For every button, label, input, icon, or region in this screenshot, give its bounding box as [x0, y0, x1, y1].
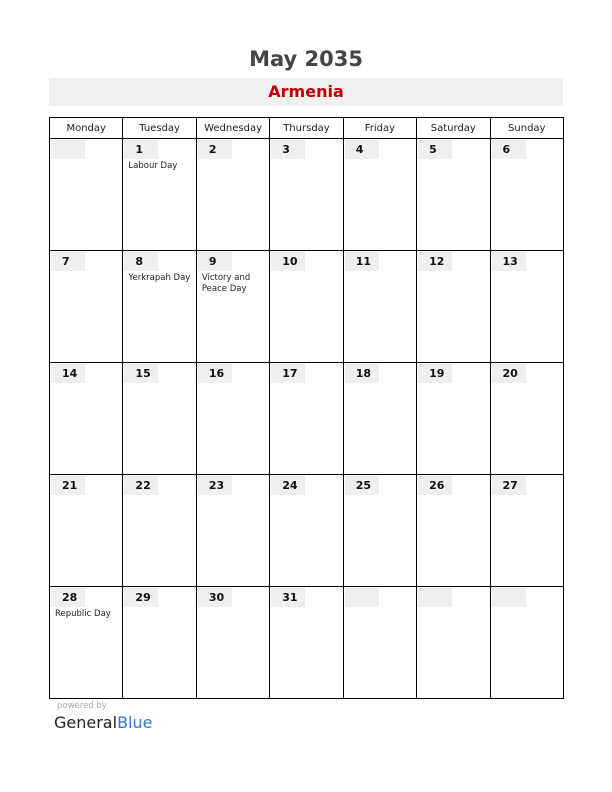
calendar-day-cell — [490, 139, 563, 251]
day-number: 8 — [135, 255, 144, 268]
weekday-wednesday: Wednesday — [196, 118, 269, 139]
day-number-badge — [271, 364, 305, 383]
day-number: 11 — [355, 255, 371, 268]
brand-general: General — [54, 713, 118, 732]
holiday-label: Victory and Peace Day — [201, 273, 251, 294]
weekday-friday: Friday — [343, 118, 416, 139]
country-name: Armenia — [49, 78, 563, 106]
day-number: 22 — [135, 479, 151, 492]
day-number: 17 — [282, 367, 298, 380]
day-number: 25 — [355, 479, 371, 492]
day-number-badge — [51, 364, 85, 383]
day-number-badge — [198, 364, 232, 383]
day-number-badge — [51, 476, 85, 495]
calendar-day-cell — [123, 363, 196, 475]
day-number: 3 — [282, 143, 290, 156]
calendar-day-cell — [50, 587, 123, 699]
holiday-label: Yerkrapah Day — [128, 273, 191, 283]
calendar-week-row — [50, 587, 564, 699]
calendar-day-cell — [123, 587, 196, 699]
calendar-day-cell — [417, 139, 490, 251]
day-number-badge — [124, 588, 158, 607]
day-number: 28 — [62, 591, 78, 604]
brand-blue: Blue — [117, 713, 153, 732]
weekday-header-row — [50, 118, 564, 139]
day-number-badge — [198, 140, 232, 159]
day-number: 7 — [62, 255, 70, 268]
day-number-badge — [345, 588, 379, 607]
calendar-day-cell — [490, 251, 563, 363]
day-number-badge — [51, 252, 85, 271]
day-number-badge — [51, 140, 85, 159]
day-number-badge — [492, 588, 526, 607]
day-number: 20 — [502, 367, 518, 380]
calendar-title: May 2035 — [249, 47, 363, 71]
day-number: 30 — [208, 591, 225, 604]
day-number-badge — [271, 252, 305, 271]
day-number: 14 — [62, 367, 78, 380]
calendar-day-cell — [196, 475, 269, 587]
day-number-badge — [345, 140, 379, 159]
calendar-day-cell — [196, 363, 269, 475]
weekday-saturday: Saturday — [417, 118, 490, 139]
day-number-badge — [345, 252, 379, 271]
calendar-day-cell — [123, 475, 196, 587]
day-number: 12 — [429, 255, 445, 268]
calendar-day-cell — [196, 251, 269, 363]
day-number-badge — [418, 252, 452, 271]
day-number: 24 — [282, 479, 298, 492]
calendar-day-cell — [123, 139, 196, 251]
day-number: 21 — [62, 479, 78, 492]
day-number-badge — [492, 252, 526, 271]
calendar-day-cell — [270, 251, 343, 363]
day-number: 19 — [429, 367, 445, 380]
day-number-badge — [345, 364, 379, 383]
calendar-week-row — [50, 475, 564, 587]
day-number: 4 — [355, 143, 364, 156]
holiday-label: Republic Day — [55, 609, 111, 619]
day-number-badge — [198, 588, 232, 607]
day-number-badge — [124, 476, 158, 495]
calendar-week-row — [50, 139, 564, 251]
holiday-label: Labour Day — [128, 161, 178, 171]
day-number-badge — [124, 364, 158, 383]
day-number: 15 — [135, 367, 151, 380]
calendar-day-cell — [196, 139, 269, 251]
calendar-grid — [49, 117, 564, 699]
day-number-badge — [271, 588, 305, 607]
day-number-badge — [124, 140, 158, 159]
generalblue-logo[interactable] — [54, 713, 152, 732]
calendar-day-cell — [270, 139, 343, 251]
calendar-day-cell — [417, 363, 490, 475]
calendar-day-cell — [417, 475, 490, 587]
day-number-badge — [418, 364, 452, 383]
calendar-day-cell — [343, 475, 416, 587]
calendar-week-row — [50, 363, 564, 475]
day-number: 16 — [208, 367, 225, 380]
calendar-day-cell — [343, 139, 416, 251]
calendar-day-cell — [343, 251, 416, 363]
day-number: 18 — [355, 367, 371, 380]
day-number-badge — [345, 476, 379, 495]
day-number: 31 — [282, 591, 298, 604]
calendar-week-row — [50, 251, 564, 363]
day-number-badge — [198, 252, 232, 271]
calendar-day-cell — [50, 363, 123, 475]
day-number-badge — [271, 140, 305, 159]
calendar-day-cell — [343, 587, 416, 699]
calendar-day-cell — [417, 251, 490, 363]
calendar-day-cell — [50, 475, 123, 587]
day-number: 10 — [282, 255, 298, 268]
day-number: 5 — [429, 143, 437, 156]
day-number: 1 — [135, 143, 144, 156]
calendar-day-cell — [50, 139, 123, 251]
calendar-day-cell — [270, 587, 343, 699]
calendar-day-cell — [196, 587, 269, 699]
calendar-day-cell — [270, 363, 343, 475]
weekday-sunday: Sunday — [490, 118, 563, 139]
calendar-day-cell — [490, 587, 563, 699]
calendar-day-cell — [417, 587, 490, 699]
day-number-badge — [198, 476, 232, 495]
day-number-badge — [492, 476, 526, 495]
calendar-day-cell — [123, 251, 196, 363]
day-number: 23 — [208, 479, 225, 492]
calendar-day-cell — [343, 363, 416, 475]
day-number-badge — [418, 476, 452, 495]
day-number: 27 — [502, 479, 518, 492]
day-number-badge — [492, 364, 526, 383]
powered-by-text: powered by — [57, 701, 107, 711]
weekday-thursday: Thursday — [270, 118, 343, 139]
day-number-badge — [492, 140, 526, 159]
weekday-tuesday: Tuesday — [123, 118, 196, 139]
day-number-badge — [271, 476, 305, 495]
day-number: 2 — [208, 143, 217, 156]
day-number-badge — [418, 588, 452, 607]
calendar-day-cell — [490, 363, 563, 475]
day-number: 26 — [429, 479, 445, 492]
day-number: 13 — [502, 255, 518, 268]
calendar-day-cell — [270, 475, 343, 587]
weekday-monday: Monday — [50, 118, 123, 139]
day-number: 9 — [208, 255, 217, 268]
calendar-day-cell — [50, 251, 123, 363]
calendar-day-cell — [490, 475, 563, 587]
day-number-badge — [51, 588, 85, 607]
day-number: 29 — [135, 591, 151, 604]
day-number: 6 — [502, 143, 511, 156]
day-number-badge — [418, 140, 452, 159]
day-number-badge — [124, 252, 158, 271]
